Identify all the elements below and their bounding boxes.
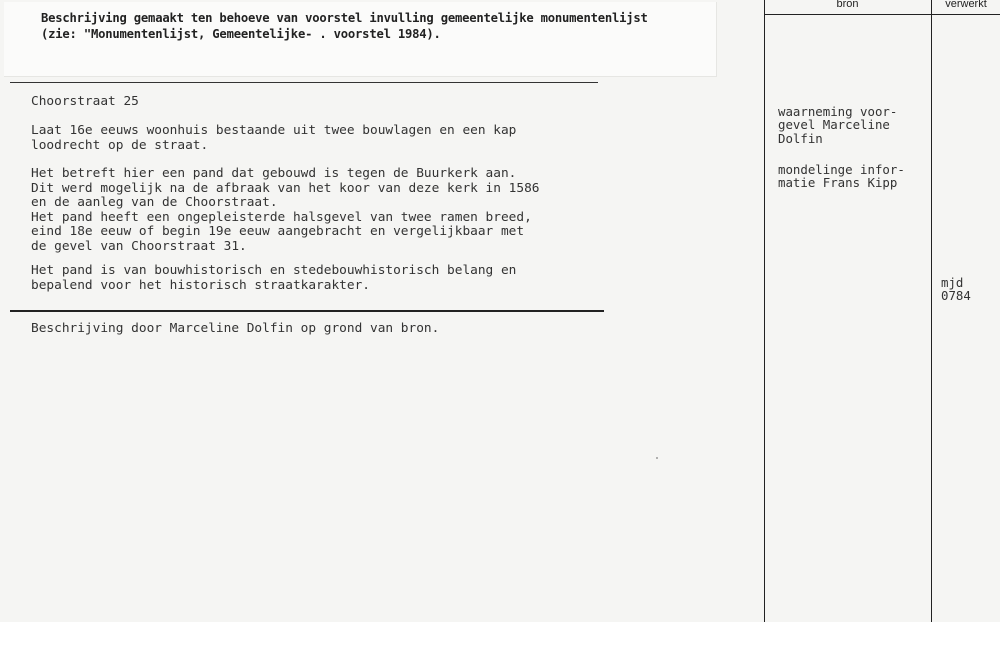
middle-divider xyxy=(10,310,604,312)
header-strip xyxy=(4,2,717,77)
header-line-1: Beschrijving gemaakt ten behoeve van voorstel invulling gemeentelijke monumentenlijst xyxy=(41,11,648,25)
page-margin xyxy=(0,622,1000,649)
column-divider-verwerkt xyxy=(931,0,932,622)
bron-entry-1: waarneming voor- gevel Marceline Dolfin xyxy=(778,104,898,146)
column-header-verwerkt: verwerkt xyxy=(945,0,987,10)
bron-entry-2: mondelinge infor- matie Frans Kipp xyxy=(778,162,905,191)
column-divider-bron xyxy=(764,0,765,622)
paragraph-3: Het pand is van bouwhistorisch en stedebouwhistorisch belang en bepalend voor het historisch straatkarakter. xyxy=(31,263,517,293)
paragraph-1: Laat 16e eeuws woonhuis bestaande uit twee bouwlagen en een kap loodrecht op de straat. xyxy=(31,123,517,153)
verwerkt-entry: mjd 0784 xyxy=(941,275,971,304)
column-header-rule xyxy=(764,14,1000,15)
top-divider xyxy=(10,82,598,83)
page-title: Choorstraat 25 xyxy=(31,94,139,109)
header-line-2: (zie: "Monumentenlijst, Gemeentelijke- . voorstel 1984). xyxy=(41,27,441,41)
paper-speck xyxy=(656,457,658,459)
column-header-bron: bron xyxy=(836,0,859,10)
attribution: Beschrijving door Marceline Dolfin op grond van bron. xyxy=(31,321,440,336)
header-note xyxy=(41,10,648,42)
paragraph-2: Het betreft hier een pand dat gebouwd is tegen de Buurkerk aan. Dit werd mogelijk na de afbraak van het koor van deze kerk in 1586 en de aanleg van de Choorstraat. Het pand heeft een ongepleisterde halsgevel van twee ramen breed, eind 18e eeuw of begin 19e eeuw aangebracht en vergelijkbaar met de gevel van Choorstraat 31. xyxy=(31,166,540,254)
